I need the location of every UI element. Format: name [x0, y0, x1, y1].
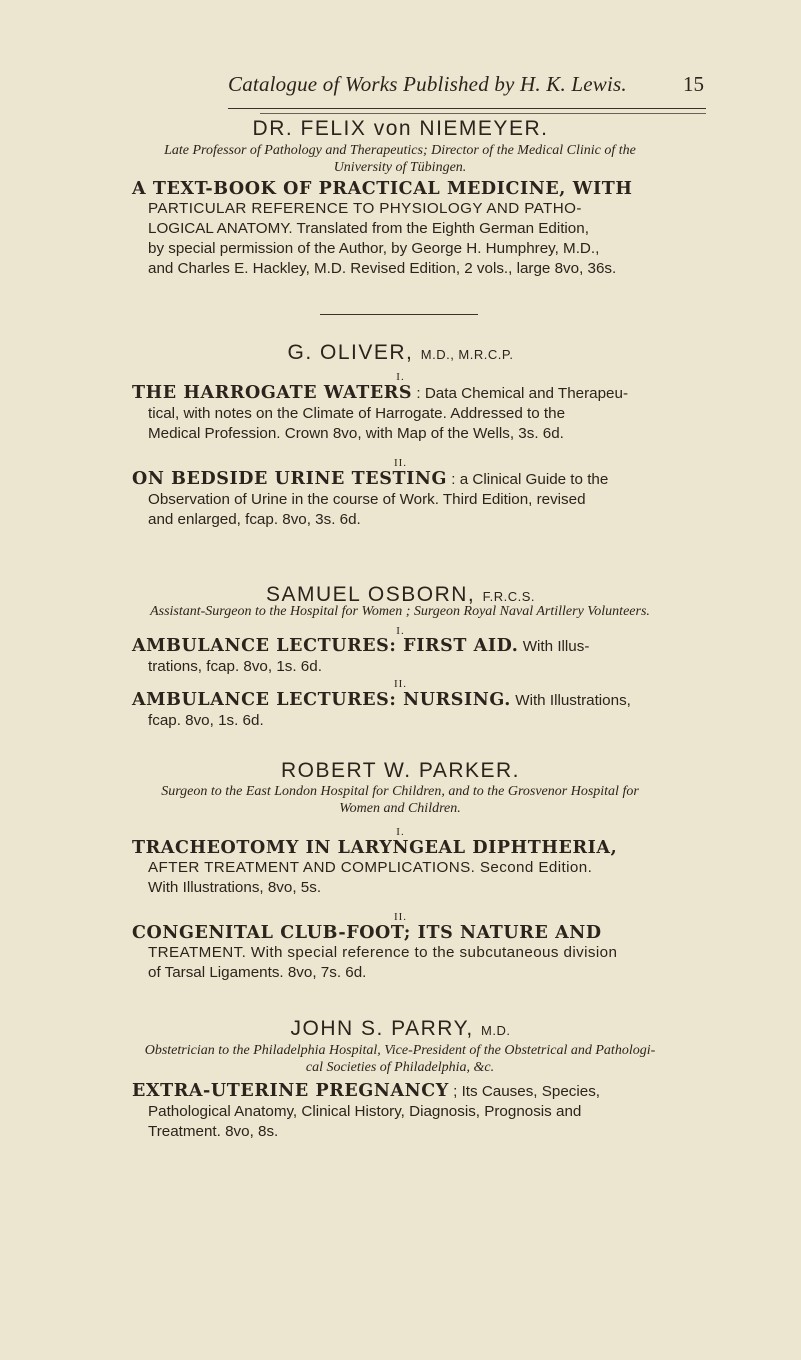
book-description: fcap. 8vo, 1s. 6d. [148, 712, 264, 729]
entry-numeral: I. [396, 826, 405, 838]
book-entry [132, 923, 708, 983]
book-description: tical, with notes on the Climate of Harrogate. Addressed to the [148, 405, 566, 422]
book-entry [132, 636, 708, 677]
entry-numeral: I. [396, 371, 405, 383]
author-name: G. OLIVER, [287, 341, 414, 364]
book-description: Observation of Urine in the course of Work. Third Edition, revised [148, 491, 586, 508]
book-description: LOGICAL ANATOMY. Translated from the Eighth German Edition, [148, 220, 589, 237]
author-name: SAMUEL OSBORN, [265, 583, 476, 606]
book-description: : Data Chemical and Therapeu- [416, 385, 629, 402]
entry-numeral: II. [393, 911, 408, 923]
author-affiliation: Assistant-Surgeon to the Hospital for Women ; Surgeon Royal Naval Artillery Volunteers. [150, 604, 650, 619]
book-title: THE HARROGATE WATERS [132, 383, 413, 403]
book-entry [132, 383, 708, 444]
author-degree: M.D. [481, 1023, 511, 1038]
book-description: PARTICULAR REFERENCE TO PHYSIOLOGY AND PATHO- [148, 200, 582, 217]
author-affiliation-cont: cal Societies of Philadelphia, &c. [305, 1060, 495, 1075]
author-heading: ROBERT W. PARKER. [280, 759, 521, 782]
author-name: JOHN S. PARRY, [290, 1017, 474, 1040]
book-description: Medical Profession. Crown 8vo, with Map of the Wells, 3s. 6d. [148, 425, 564, 442]
book-description: AFTER TREATMENT AND COMPLICATIONS. Second Edition. [148, 859, 593, 876]
entry-numeral: I. [396, 625, 405, 637]
book-title: TRACHEOTOMY IN LARYNGEAL DIPHTHERIA, [132, 838, 618, 858]
book-entry [132, 690, 708, 731]
book-title: A TEXT-BOOK OF PRACTICAL MEDICINE, WITH [132, 179, 633, 199]
book-description: TREATMENT. With special reference to the subcutaneous division [148, 944, 618, 961]
book-description: With Illus- [522, 638, 590, 655]
book-description: Pathological Anatomy, Clinical History, Diagnosis, Prognosis and [148, 1103, 582, 1120]
author-affiliation: Obstetrician to the Philadelphia Hospital, Vice-President of the Obstetrical and Pathologi- [144, 1043, 656, 1058]
book-title: AMBULANCE LECTURES: NURSING. [132, 690, 512, 710]
page-number: 15 [683, 72, 704, 96]
author-degree: M.D., M.R.C.P. [420, 347, 514, 362]
author-heading [0, 1017, 801, 1041]
book-description: by special permission of the Author, by George H. Humphrey, M.D., [148, 240, 600, 257]
book-description: trations, fcap. 8vo, 1s. 6d. [148, 658, 322, 675]
author-affiliation: Late Professor of Pathology and Therapeutics; Director of the Medical Clinic of the [164, 143, 636, 158]
book-description: With Illustrations, 8vo, 5s. [148, 879, 322, 896]
header-rule-thin [260, 113, 706, 114]
book-entry [132, 838, 708, 898]
entry-numeral: II. [393, 678, 408, 690]
book-description: and Charles E. Hackley, M.D. Revised Edition, 2 vols., large 8vo, 36s. [148, 260, 617, 277]
book-title: CONGENITAL CLUB-FOOT; ITS NATURE AND [132, 923, 602, 943]
book-description: and enlarged, fcap. 8vo, 3s. 6d. [148, 511, 361, 528]
section-divider [320, 314, 478, 315]
book-title: ON BEDSIDE URINE TESTING [132, 469, 448, 489]
book-entry [132, 469, 708, 530]
book-description: : a Clinical Guide to the [451, 471, 609, 488]
book-description: With Illustrations, [515, 692, 631, 709]
book-title: AMBULANCE LECTURES: FIRST AID. [132, 636, 519, 656]
author-degree: F.R.C.S. [482, 589, 535, 604]
running-head-title: Catalogue of Works Published by H. K. Lewis. [228, 72, 627, 96]
author-heading [0, 341, 801, 365]
entry-numeral: II. [393, 457, 408, 469]
author-heading: DR. FELIX von NIEMEYER. [252, 117, 549, 140]
author-affiliation-cont: Women and Children. [339, 801, 461, 816]
book-description: Treatment. 8vo, 8s. [148, 1123, 279, 1140]
book-description: ; Its Causes, Species, [453, 1083, 601, 1100]
book-entry [132, 1081, 708, 1142]
book-entry [132, 179, 708, 279]
book-title: EXTRA-UTERINE PREGNANCY [132, 1081, 449, 1101]
book-description: of Tarsal Ligaments. 8vo, 7s. 6d. [148, 964, 367, 981]
running-head [0, 72, 801, 106]
author-affiliation: Surgeon to the East London Hospital for Children, and to the Grosvenor Hospital for [161, 784, 639, 799]
header-rule [228, 108, 706, 109]
author-affiliation-cont: University of Tübingen. [333, 160, 467, 175]
